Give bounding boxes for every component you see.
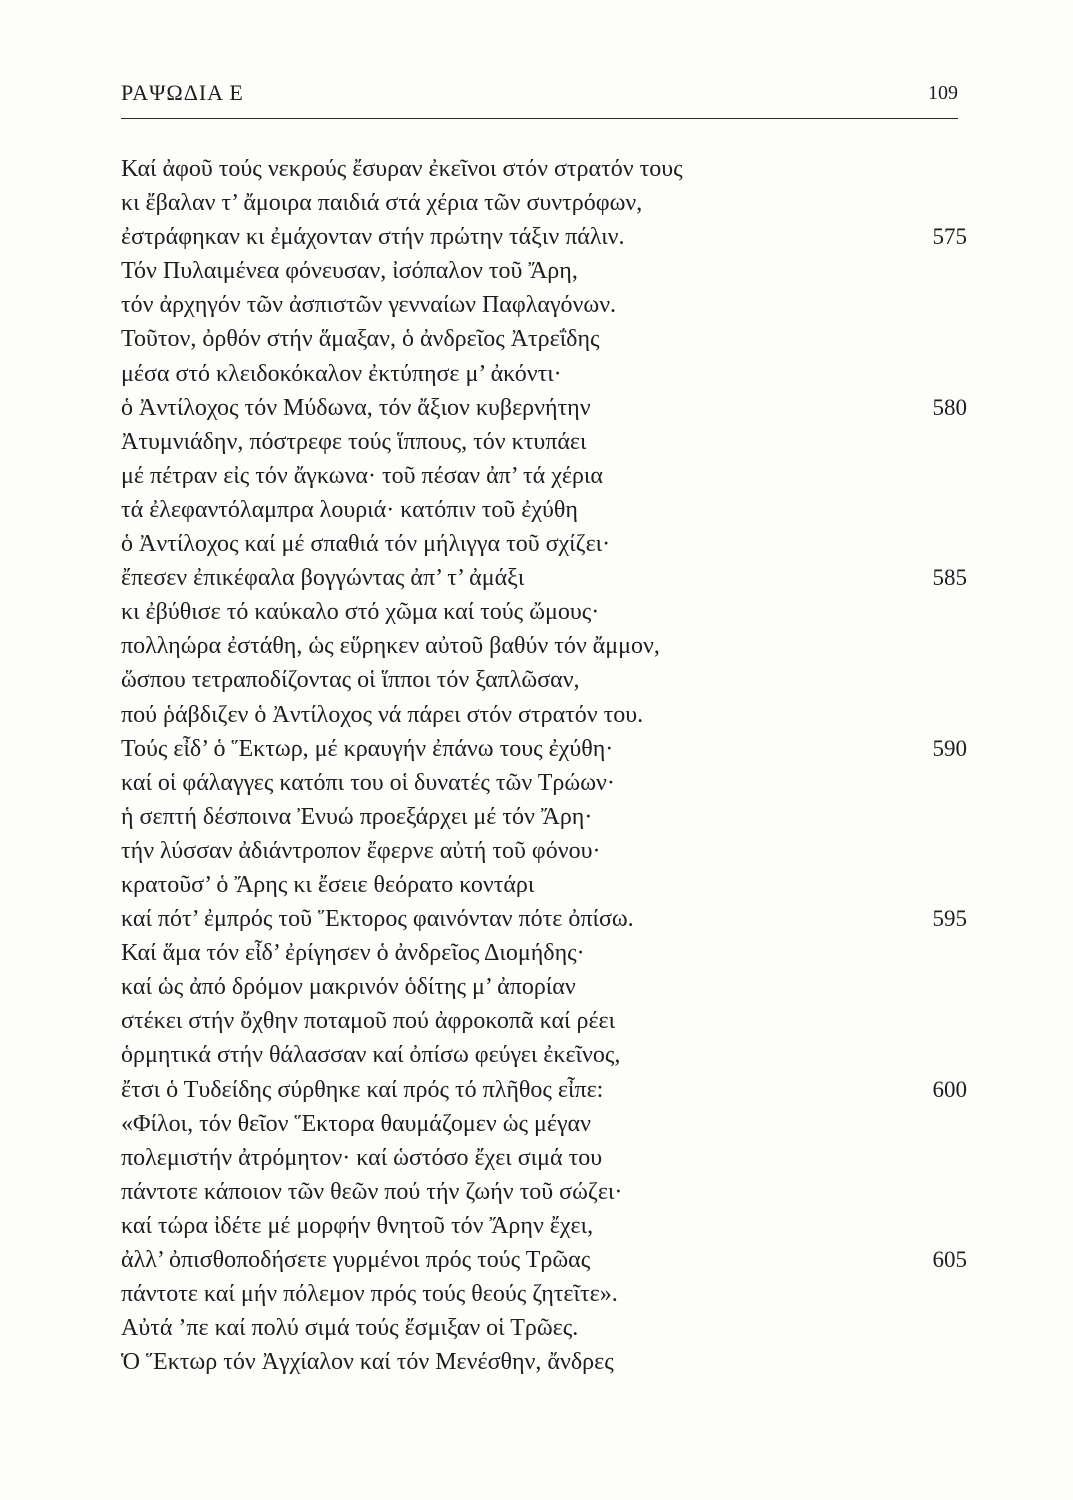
running-head [121,76,958,116]
verse-line [121,254,967,288]
verse-text: ἔπεσεν ἐπικέφαλα βογγώντας ἀπ’ τ’ ἀμάξι [121,565,525,592]
verse-text: μέσα στό κλειδοκόκαλον ἐκτύπησε μ’ ἀκόντι· [121,360,562,387]
verse-text: τά ἐλεφαντόλαμπρα λουριά· κατόπιν τοῦ ἐχύθη [121,496,578,523]
verse-line [121,1073,967,1107]
verse-line [121,766,967,800]
verse-line [121,1243,967,1277]
verse-line [121,936,967,970]
verse-line [121,800,967,834]
verse-line [121,561,967,595]
verse-text: Τοῦτον, ὀρθόν στήν ἅμαξαν, ὁ ἀνδρεῖος Ἀτρεΐδης [121,326,600,353]
verse-text: καί οἱ φάλαγγες κατόπι του οἱ δυνατές τῶν Τρώων· [121,769,615,796]
line-number: 595 [932,906,967,932]
verse-text: στέκει στήν ὄχθην ποταμοῦ πού ἀφροκοπᾶ καί ρέει [121,1008,616,1035]
verse-line [121,698,967,732]
verse-text: καί πότ’ ἐμπρός τοῦ Ἕκτορος φαινόνταν πότε ὀπίσω. [121,906,634,933]
verse-text: Ὁ Ἕκτωρ τόν Ἀγχίαλον καί τόν Μενέσθην, ἄνδρες [121,1349,614,1376]
verse-line [121,1141,967,1175]
verse-line [121,663,967,697]
verse-line [121,152,967,186]
verse-text: τόν ἀρχηγόν τῶν ἀσπιστῶν γενναίων Παφλαγόνων. [121,292,617,319]
line-number: 590 [932,735,967,761]
verse-text: Καί ἀφοῦ τούς νεκρούς ἔσυραν ἐκεῖνοι στόν στρατόν τους [121,156,683,182]
verse-line [121,1277,967,1311]
verse-line [121,322,967,356]
verse-text: Ἀτυμνιάδην, πόστρεφε τούς ἵππους, τόν κτυπάει [121,428,587,455]
verse-line [121,459,967,493]
verse-line [121,1175,967,1209]
verse-line [121,732,967,766]
verse-text: πάντοτε κάποιον τῶν θεῶν πού τήν ζωήν τοῦ σώζει· [121,1178,623,1205]
verse-line [121,629,967,663]
verse-line [121,902,967,936]
verse-text: πού ῥάβδιζεν ὁ Ἀντίλοχος νά πάρει στόν στρατόν του. [121,701,644,728]
verse-text: πολεμιστήν ἀτρόμητον· καί ὡστόσο ἔχει σιμά του [121,1144,603,1171]
verse-line [121,970,967,1004]
verse-text: καί τώρα ἰδέτε μέ μορφήν θνητοῦ τόν Ἄρην ἔχει, [121,1212,594,1239]
chapter-title: ΡΑΨΩΔΙΑ Ε [121,80,244,105]
verse-line [121,1311,967,1345]
verse-line [121,834,967,868]
verse-text: Τόν Πυλαιμένεα φόνευσαν, ἰσόπαλον τοῦ Ἄρη, [121,258,578,285]
verse-line [121,1345,967,1379]
page-number: 109 [928,82,958,104]
verse-text: τήν λύσσαν ἀδιάντροπον ἔφερνε αὐτή τοῦ φόνου· [121,837,601,864]
verse-text: ἔτσι ὁ Τυδείδης σύρθηκε καί πρός τό πλῆθος εἶπε: [121,1076,604,1103]
verse-text: «Φίλοι, τόν θεῖον Ἕκτορα θαυμάζομεν ὡς μέγαν [121,1110,591,1137]
line-number: 580 [932,394,967,420]
line-number: 585 [932,565,967,591]
verse-text: ὁ Ἀντίλοχος τόν Μύδωνα, τόν ἄξιον κυβερνήτην [121,394,591,421]
verse-line [121,357,967,391]
verse-line [121,1004,967,1038]
verse-line [121,1038,967,1072]
verse-text: ὁ Ἀντίλοχος καί μέ σπαθιά τόν μήλιγγα τοῦ σχίζει· [121,531,611,558]
verse-line [121,186,967,220]
verse-text: κι ἐβύθισε τό καύκαλο στό χῶμα καί τούς ὤμους· [121,599,600,626]
verse-text: ἀλλ’ ὀπισθοποδήσετε γυρμένοι πρός τούς Τρῶας [121,1247,591,1273]
verse-text: ὁρμητικά στήν θάλασσαν καί ὀπίσω φεύγει ἐκεῖνος, [121,1042,621,1069]
verse-text: Αὐτά ’πε καί πολύ σιμά τούς ἔσμιξαν οἱ Τρῶες. [121,1315,579,1342]
verse-line [121,493,967,527]
verse-line [121,288,967,322]
header-rule [121,118,958,119]
verse-text: κι ἔβαλαν τ’ ἄμοιρα παιδιά στά χέρια τῶν συντρόφων, [121,190,643,217]
verse-text: κρατοῦσ’ ὁ Ἄρης κι ἔσειε θεόρατο κοντάρι [121,871,535,898]
verse-line [121,391,967,425]
verse-line [121,220,967,254]
verse-text: καί ὡς ἀπό δρόμον μακρινόν ὁδίτης μ’ ἀπορίαν [121,974,576,1001]
line-number: 600 [932,1076,967,1102]
verse-line [121,1209,967,1243]
verse-text: ἐστράφηκαν κι ἐμάχονταν στήν πρώτην τάξιν πάλιν. [121,224,625,251]
verse-line [121,425,967,459]
verse-text: Καί ἅμα τόν εἶδ’ ἐρίγησεν ὁ ἀνδρεῖος Διομήδης· [121,940,585,967]
poem-text [121,152,967,1379]
verse-text: Τούς εἶδ’ ὁ Ἕκτωρ, μέ κραυγήν ἐπάνω τους ἐχύθη· [121,735,614,762]
verse-text: πάντοτε καί μήν πόλεμον πρός τούς θεούς ζητεῖτε». [121,1281,618,1308]
verse-text: ἡ σεπτή δέσποινα Ἐνυώ προεξάρχει μέ τόν Ἄρη· [121,803,593,830]
verse-line [121,868,967,902]
verse-line [121,1107,967,1141]
verse-text: ὥσπου τετραποδίζοντας οἱ ἵπποι τόν ξαπλῶσαν, [121,667,580,694]
line-number: 605 [932,1247,967,1272]
verse-text: μέ πέτραν εἰς τόν ἄγκωνα· τοῦ πέσαν ἀπ’ τά χέρια [121,462,603,489]
verse-text: πολληώρα ἐστάθη, ὡς εὕρηκεν αὐτοῦ βαθύν τόν ἄμμον, [121,633,660,660]
verse-line [121,595,967,629]
verse-line [121,527,967,561]
line-number: 575 [932,224,967,250]
